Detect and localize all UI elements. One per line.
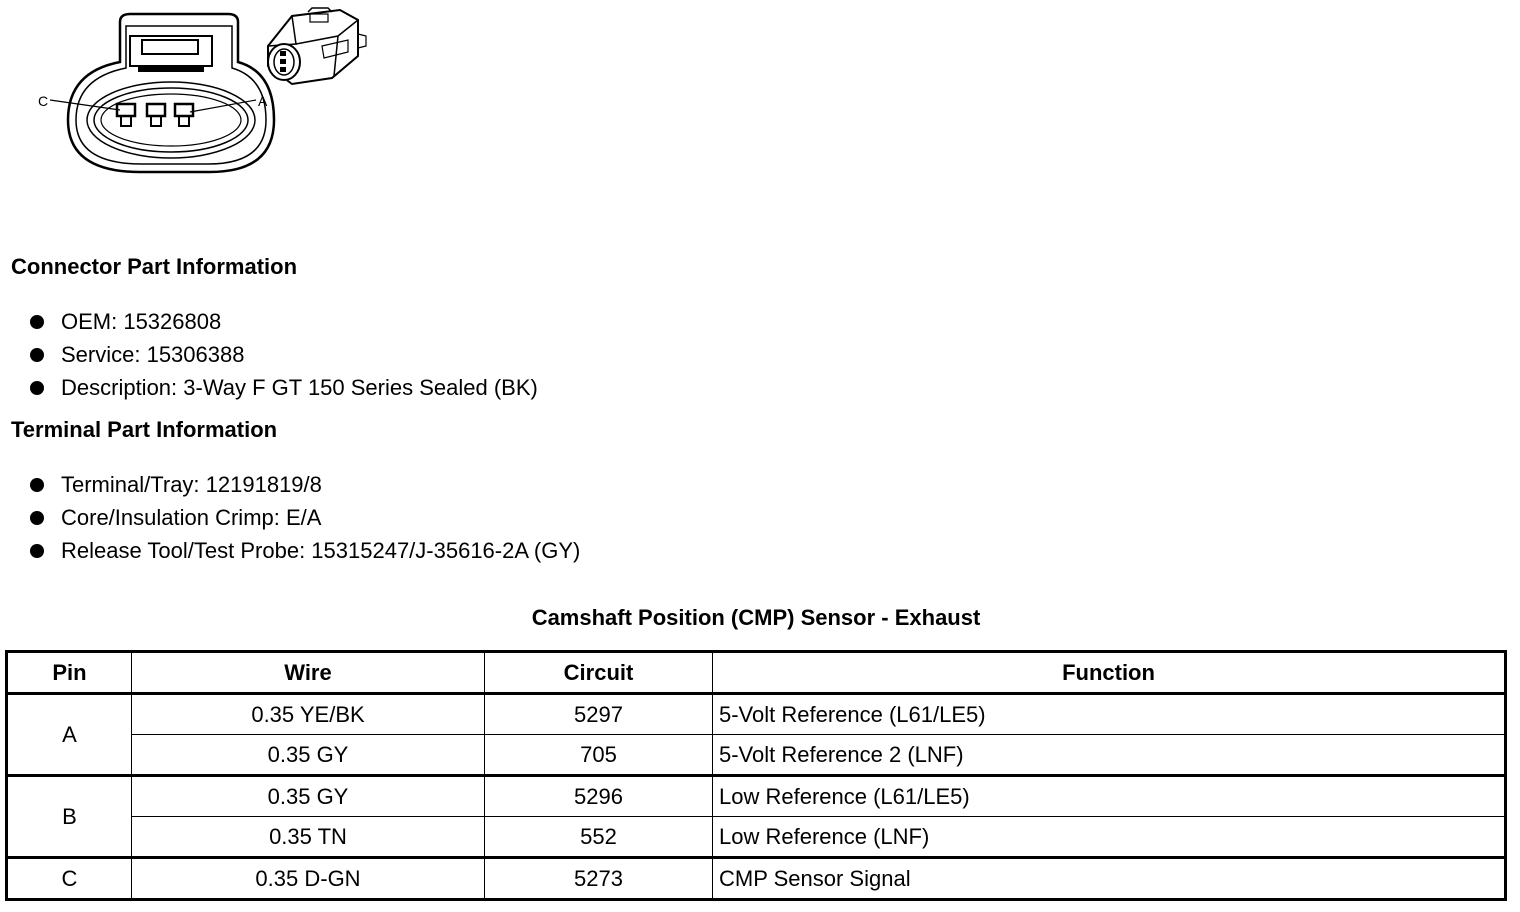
connector-part-info-list [28, 305, 538, 404]
function-cell: 5-Volt Reference (L61/LE5) [713, 694, 1506, 735]
wire-cell: 0.35 YE/BK [132, 694, 485, 735]
circuit-cell: 705 [485, 735, 713, 776]
pin-a-label: A [258, 93, 268, 109]
terminal-part-info-heading: Terminal Part Information [11, 417, 278, 442]
list-item [28, 501, 580, 534]
list-item-text: Core/Insulation Crimp: E/A [61, 505, 322, 530]
list-item-text: Service: 15306388 [61, 342, 245, 367]
pin-cell: B [7, 776, 132, 858]
pin-cell: A [7, 694, 132, 776]
circuit-cell: 5273 [485, 858, 713, 900]
list-item [28, 371, 538, 404]
connector-3d-view-icon [268, 8, 366, 84]
pin-cell: C [7, 858, 132, 900]
wire-cell: 0.35 TN [132, 817, 485, 858]
wire-cell: 0.35 D-GN [132, 858, 485, 900]
bullet-icon [30, 478, 44, 492]
terminal-part-info-list [28, 468, 580, 567]
function-cell: CMP Sensor Signal [713, 858, 1506, 900]
column-header-function: Function [713, 652, 1506, 694]
function-cell: Low Reference (LNF) [713, 817, 1506, 858]
pin-c-label: C [38, 93, 49, 109]
function-cell: 5-Volt Reference 2 (LNF) [713, 735, 1506, 776]
circuit-cell: 5296 [485, 776, 713, 817]
connector-part-info-heading: Connector Part Information [11, 254, 298, 279]
circuit-cell: 5297 [485, 694, 713, 735]
list-item [28, 338, 538, 371]
list-item-text: Terminal/Tray: 12191819/8 [61, 472, 322, 497]
connector-diagram [30, 0, 370, 190]
list-item-text: OEM: 15326808 [61, 309, 222, 334]
column-header-wire: Wire [132, 652, 485, 694]
column-header-pin: Pin [7, 652, 132, 694]
list-item [28, 534, 580, 567]
bullet-icon [30, 315, 44, 329]
connector-face-view-icon [30, 0, 370, 190]
list-item [28, 305, 538, 338]
table-row [7, 817, 1506, 858]
table-title: Camshaft Position (CMP) Sensor - Exhaust [531, 605, 981, 630]
table-header-row [7, 652, 1506, 694]
column-header-circuit: Circuit [485, 652, 713, 694]
table-row [7, 694, 1506, 735]
bullet-icon [30, 511, 44, 525]
wire-cell: 0.35 GY [132, 776, 485, 817]
wire-cell: 0.35 GY [132, 735, 485, 776]
bullet-icon [30, 348, 44, 362]
list-item [28, 468, 580, 501]
list-item-text: Release Tool/Test Probe: 15315247/J-35616-2A (GY) [61, 538, 581, 563]
table-row [7, 858, 1506, 900]
table-row [7, 735, 1506, 776]
table-row [7, 776, 1506, 817]
bullet-icon [30, 544, 44, 558]
pinout-table [5, 650, 1507, 901]
function-cell: Low Reference (L61/LE5) [713, 776, 1506, 817]
list-item-text: Description: 3-Way F GT 150 Series Sealed (BK) [61, 375, 538, 400]
circuit-cell: 552 [485, 817, 713, 858]
bullet-icon [30, 381, 44, 395]
